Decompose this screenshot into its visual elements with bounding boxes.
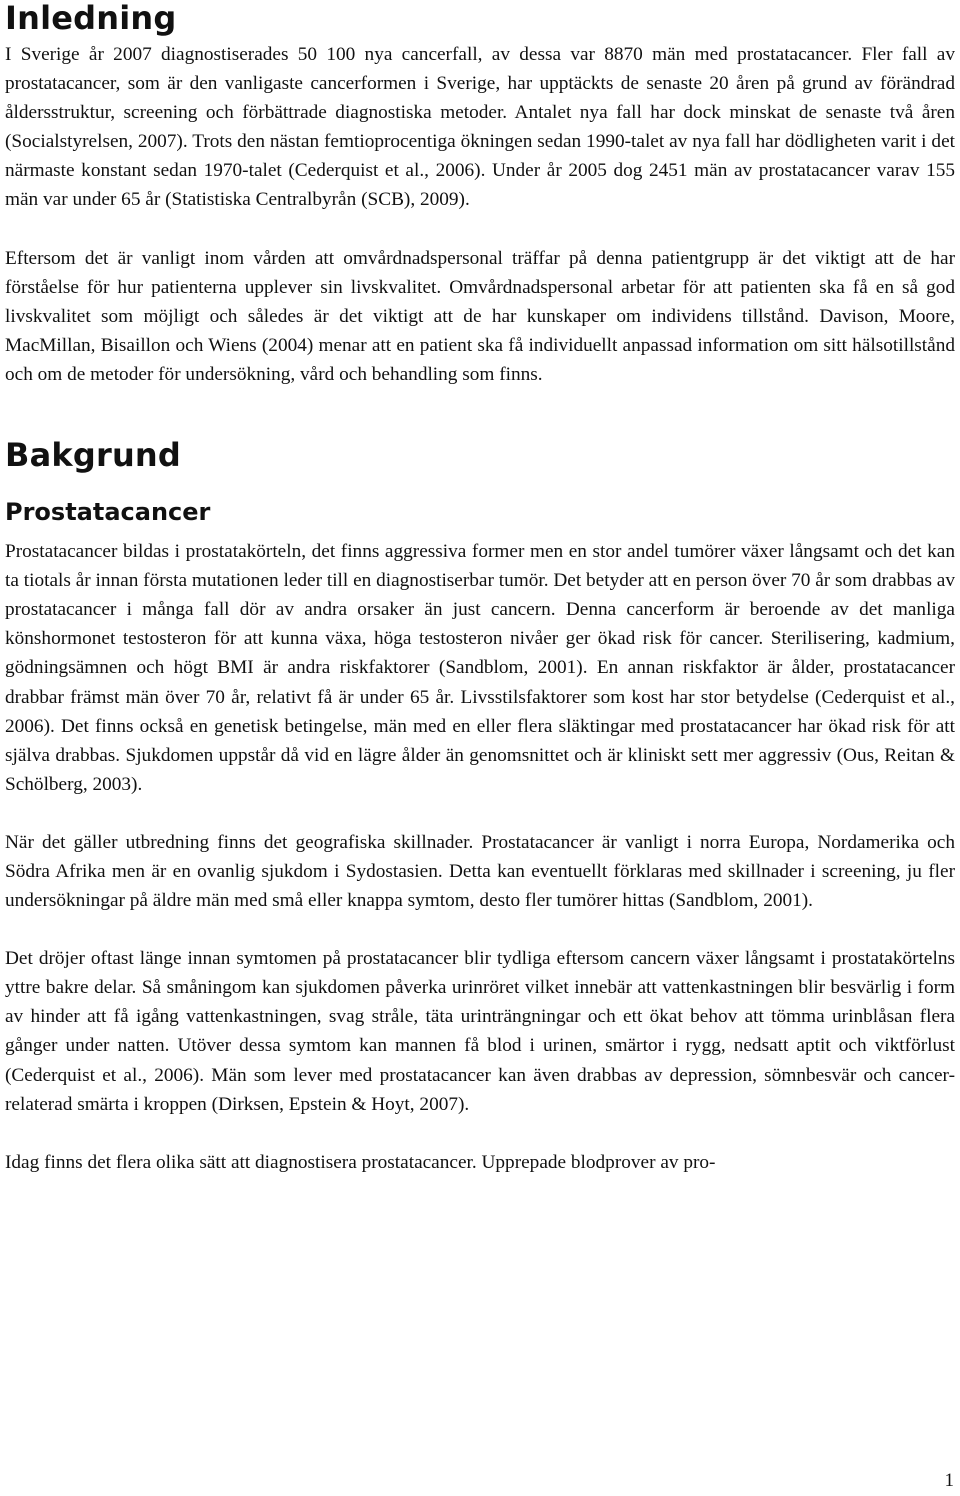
prostate-paragraph-3: Det dröjer oftast länge innan symtomen på prostatacancer blir tydliga eftersom cancern växer långsamt i prostatakörtelns yttre bakre delar. Så småningom kan sjukdomen påverka urinröret vilket innebär att vattenkastningen blir besvärlig i form av hinder att få igång vattenkastningen, svag stråle, täta urinträngningar och ett ökat behov att tömma urinblåsan flera gånger under natten. Utöver dessa symtom kan mannen få blod i urinen, smärtor i rygg, nedsatt aptit och viktförlust (Cederquist et al., 2006). Män som lever med prostatacancer kan även drabbas av depression, sömnbesvär och cancer-relaterad smärta i kroppen (Dirksen, Epstein & Hoyt, 2007). bbox=[5, 948, 955, 1115]
document-page bbox=[5, 0, 955, 1177]
intro-paragraph-1: I Sverige år 2007 diagnostiserades 50 100 nya cancerfall, av dessa var 8870 män med prostatacancer. Fler fall av prostatacancer, som är den vanligaste cancerformen i Sverige, har upptäckts de senaste 20 åren på grund av förändrad åldersstruktur, screening och förbättrade diagnostiska metoder. Antalet nya fall har dock minskat de senaste två åren (Socialstyrelsen, 2007). Trots den nästan femtioprocentiga ökningen sedan 1990-talet av nya fall har dödligheten varit i det närmaste konstant sedan 1970-talet (Cederquist et al., 2006). Under år 2005 dog 2451 män av prostatacancer varav 155 män var under 65 år (Statistiska Centralbyrån (SCB), 2009). bbox=[5, 44, 955, 211]
intro-paragraph-2: Eftersom det är vanligt inom vården att omvårdnadspersonal träffar på denna patientgrupp är det viktigt att de har förståelse för hur patienterna upplever sin livskvalitet. Omvårdnadspersonal arbetar för att patienten ska få en så god livskvalitet som möjligt och således är det viktigt att de har kunskaper om individens tillstånd. Davison, Moore, MacMillan, Bisaillon och Wiens (2004) menar att en patient ska få individuellt anpassad information om sitt hälsotillstånd och om de metoder för undersökning, vård och behandling som finns. bbox=[5, 247, 955, 385]
page-number: 1 bbox=[944, 1470, 954, 1491]
heading-prostatacancer: Prostatacancer bbox=[5, 498, 211, 527]
heading-inledning: Inledning bbox=[5, 0, 177, 37]
prostate-paragraph-2: När det gäller utbredning finns det geografiska skillnader. Prostatacancer är vanligt i norra Europa, Nordamerika och Södra Afrika men är en ovanlig sjukdom i Sydostasien. Detta kan eventuellt förklaras med skillnader i screening, ju fler undersökningar på äldre män med små eller knappa symtom, desto fler tumörer hittas (Sandblom, 2001). bbox=[5, 831, 955, 912]
prostate-paragraph-4: Idag finns det flera olika sätt att diagnostisera prostatacancer. Upprepade blodprover av pro- bbox=[5, 1151, 716, 1173]
heading-bakgrund: Bakgrund bbox=[5, 436, 182, 475]
prostate-paragraph-1: Prostatacancer bildas i prostatakörteln, det finns aggressiva former men en stor andel tumörer växer långsamt och det kan ta tiotals år innan första mutationen leder till en diagnostiserbar tumör. Det betyder att en person över 70 år som drabbas av prostatacancer i många fall dör av andra orsaker än just cancern. Denna cancerform är beroende av det manliga könshormonet testosteron för att kunna växa, höga testosteron nivåer ger ökad risk för cancer. Sterilisering, kadmium, gödningsämnen och högt BMI är andra riskfaktorer (Sandblom, 2001). En annan riskfaktor är ålder, prostatacancer drabbar främst män över 70 år, relativt få är under 65 år. Livsstilsfaktorer som kost har stor betydelse (Cederquist et al., 2006). Det finns också en genetisk betingelse, män med en eller flera släktingar med prostatacancer har ökad risk för att själva drabbas. Sjukdomen uppstår då vid en lägre ålder än genomsnittet och är kliniskt sett mer aggressiv (Ous, Reitan & Schölberg, 2003). bbox=[5, 541, 955, 795]
